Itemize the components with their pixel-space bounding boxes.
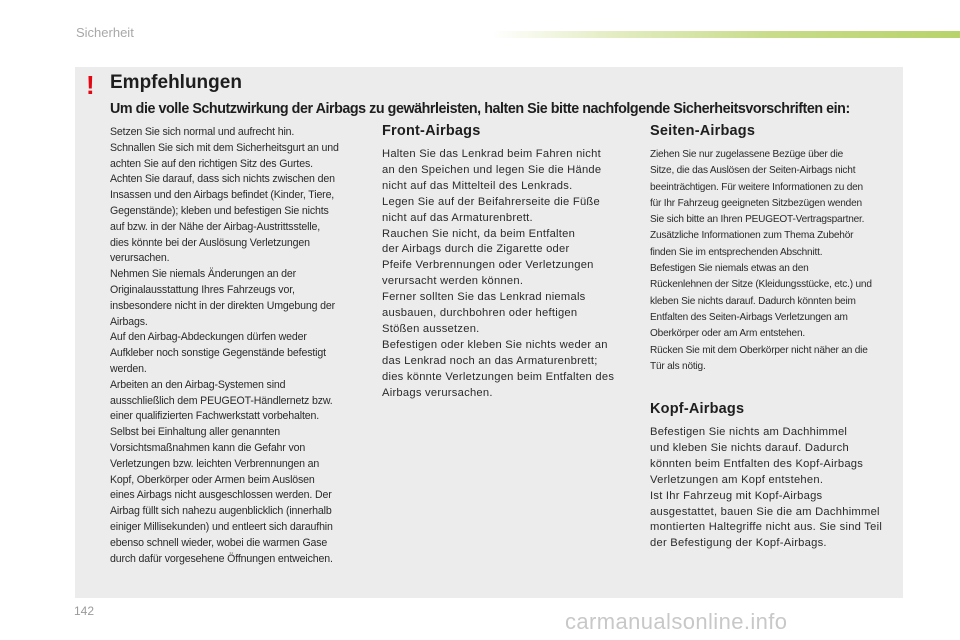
text-line: Zusätzliche Informationen zum Thema Zubehör [650,230,854,242]
text-line: verursacht werden können. [382,275,524,288]
text-line: Originalausstattung Ihres Fahrzeugs vor, [110,283,295,296]
text-line: der Befestigung der Kopf-Airbags. [650,537,827,550]
text-line: Pfeife Verbrennungen oder Verletzungen [382,259,594,272]
front-airbags-section [382,123,632,402]
text-line: könnten beim Entfalten des Kopf-Airbags [650,457,864,470]
text-line: Schnallen Sie sich mit dem Sicherheitsgurt an und [110,141,339,154]
text-line: ebenso schnell wieder, wobei die warmen Gase [110,536,328,549]
text-line: Aufkleber noch sonstige Gegenstände befestigt [110,347,326,360]
text-line: verursachen. [110,252,170,265]
text-line: durch dafür vorgesehene Öffnungen entweichen. [110,552,333,565]
head-airbags-section [650,401,900,552]
watermark: carmanualsonline.info [565,609,788,634]
text-line: dies könnte Verletzungen beim Entfalten des [382,370,615,383]
text-line: Legen Sie auf der Beifahrerseite die Füße [382,195,600,208]
text-line: Vorsichtsmaßnahmen kann die Gefahr von [110,441,306,454]
text-line: Oberkörper oder am Arm entstehen. [650,328,805,340]
text-line: Verletzungen bzw. leichten Verbrennungen an [110,457,320,470]
text-line: ausschließlich dem PEUGEOT-Händlernetz bzw. [110,394,333,407]
text-line: Gegenstände); kleben und befestigen Sie nichts [110,204,329,217]
section-header-title: Sicherheit [76,25,134,40]
text-line: beeinträchtigen. Für weitere Informationen zu den [650,181,863,193]
text-line: Auf den Airbag-Abdeckungen dürfen weder [110,331,307,344]
text-line: an den Speichen und legen Sie die Hände [382,163,602,176]
text-line: auf bzw. in der Nähe der Airbag-Austrittsstelle, [110,220,321,233]
text-line: werden. [110,362,147,375]
head-airbags-title: Kopf-Airbags [650,401,745,417]
text-line: Sitze, die das Auslösen der Seiten-Airbags nicht [650,165,856,177]
side-airbags-section [650,123,900,375]
page-number: 142 [74,604,95,618]
header-accent-bar [492,31,960,38]
text-line: Rücken Sie mit dem Oberkörper nicht näher an die [650,344,868,356]
text-line: einiger Millisekunden) und entleert sich daraufhin [110,520,333,533]
text-line: Airbags verursachen. [382,386,493,399]
text-line: insbesondere nicht in der direkten Umgebung der [110,299,335,312]
text-line: Nehmen Sie niemals Änderungen an der [110,268,296,281]
text-line: Ist Ihr Fahrzeug mit Kopf-Airbags [650,489,823,502]
text-line: Halten Sie das Lenkrad beim Fahren nicht [382,148,601,160]
text-line: Tür als nötig. [650,360,706,372]
text-line: kleben Sie nichts darauf. Dadurch könnten beim [650,295,856,307]
text-line: Verletzungen am Kopf entstehen. [650,473,824,486]
text-line: nicht auf das Armaturenbrett. [382,211,533,224]
text-line: Befestigen Sie nichts am Dachhimmel [650,426,848,438]
text-line: das Lenkrad noch an das Armaturenbrett; [382,354,598,367]
text-line: der Airbags durch die Zigarette oder [382,243,570,256]
text-line: Rauchen Sie nicht, da beim Entfalten [382,227,576,240]
text-line: nicht auf das Mittelteil des Lenkrads. [382,179,573,192]
exclamation-icon: ! [86,70,95,100]
side-airbags-text [650,147,900,375]
text-line: und kleben Sie nichts darauf. Dadurch [650,441,849,454]
text-line: ausbauen, durchbohren oder heftigen [382,307,578,320]
text-line: Stößen aussetzen. [382,322,480,335]
text-line: Rückenlehnen der Sitze (Kleidungsstücke, etc.) und [650,279,872,291]
text-line: Airbags. [110,315,148,328]
text-line: achten Sie auf den richtigen Sitz des Gurtes. [110,157,313,170]
text-line: Befestigen oder kleben Sie nichts weder an [382,338,608,351]
front-airbags-title: Front-Airbags [382,123,481,139]
text-line: Ferner sollten Sie das Lenkrad niemals [382,291,586,304]
head-airbags-text [650,425,900,552]
text-line: Achten Sie darauf, dass sich nichts zwischen den [110,173,335,186]
text-line: finden Sie im entsprechenden Abschnitt. [650,246,823,258]
recommendations-intro: Um die volle Schutzwirkung der Airbags zu gewährleisten, halten Sie bitte nachfolgende Sicherheitsvorschriften ein: [110,101,850,117]
text-line: Setzen Sie sich normal und aufrecht hin. [110,126,295,138]
text-line: Sie sich bitte an Ihren PEUGEOT-Vertragspartner. [650,214,865,226]
text-line: Airbag füllt sich nahezu augenblicklich (innerhalb [110,505,332,518]
general-advice-text [110,125,358,567]
text-line: Kopf, Oberkörper oder Armen beim Auslösen [110,473,315,486]
text-line: für Ihr Fahrzeug geeigneten Sitzbezügen wenden [650,197,862,209]
text-line: Befestigen Sie niemals etwas an den [650,263,809,275]
front-airbags-text [382,147,632,402]
text-line: Ziehen Sie nur zugelassene Bezüge über die [650,149,844,160]
text-line: eines Airbags nicht ausgeschlossen werden. Der [110,489,332,502]
text-line: montierten Haltegriffe nicht aus. Sie sind Teil [650,521,883,534]
text-line: einer qualifizierten Fachwerkstatt vorbehalten. [110,410,320,423]
side-airbags-title: Seiten-Airbags [650,123,756,139]
text-line: ausgestattet, bauen Sie die am Dachhimmel [650,505,880,518]
text-line: Insassen und den Airbags befindet (Kinder, Tiere, [110,189,335,202]
text-line: Entfalten des Seiten-Airbags Verletzungen am [650,311,848,323]
text-line: Arbeiten an den Airbag-Systemen sind [110,378,286,391]
text-line: dies könnte bei der Auslösung Verletzungen [110,236,310,249]
text-line: Selbst bei Einhaltung aller genannten [110,426,280,439]
recommendations-title: Empfehlungen [110,72,242,93]
